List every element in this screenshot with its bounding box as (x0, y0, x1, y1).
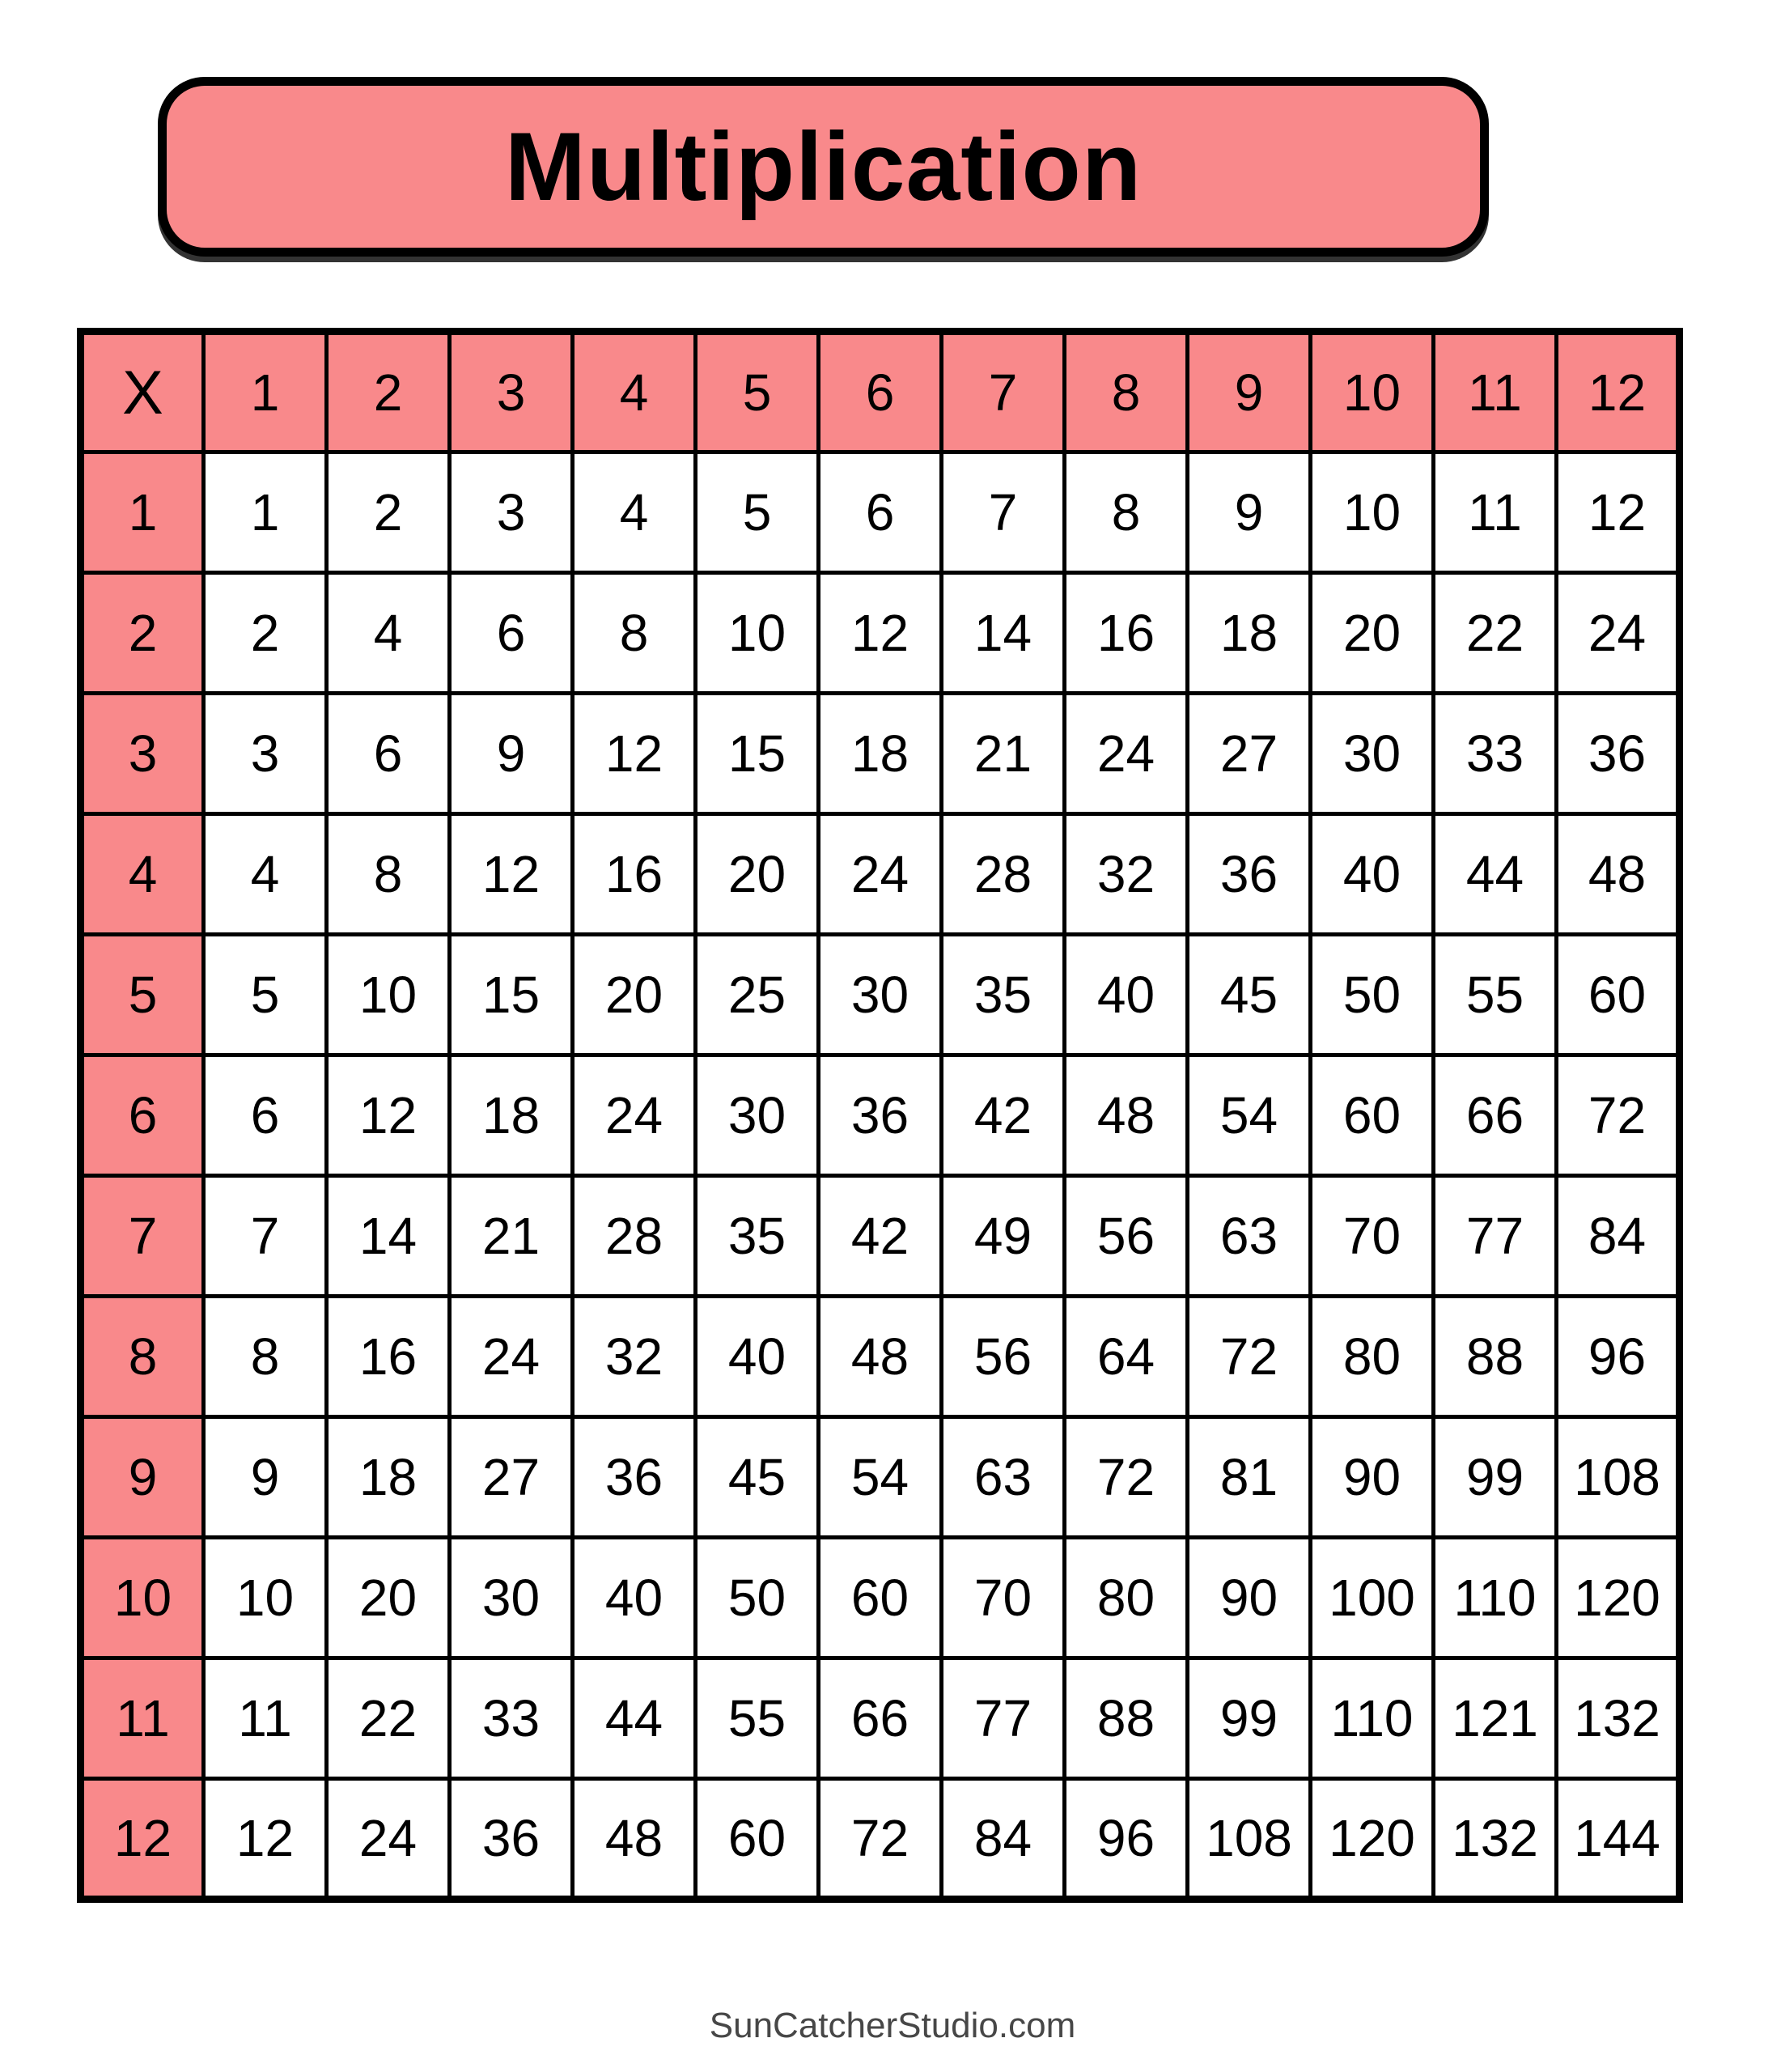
row-header-cell: 3 (81, 694, 204, 814)
product-cell: 99 (1188, 1658, 1311, 1779)
title-banner (158, 77, 1489, 257)
product-cell: 3 (450, 452, 573, 573)
product-cell: 96 (1065, 1779, 1188, 1900)
product-cell: 56 (1065, 1176, 1188, 1297)
product-cell: 18 (1188, 573, 1311, 694)
table-row (81, 1176, 1680, 1297)
table-row (81, 452, 1680, 573)
product-cell: 7 (204, 1176, 327, 1297)
product-cell: 33 (1434, 694, 1557, 814)
product-cell: 24 (819, 814, 942, 935)
page-title: Multiplication (504, 113, 1143, 221)
product-cell: 64 (1065, 1297, 1188, 1417)
product-cell: 30 (1311, 694, 1434, 814)
product-cell: 30 (450, 1538, 573, 1658)
product-cell: 48 (819, 1297, 942, 1417)
table-row (81, 814, 1680, 935)
product-cell: 35 (942, 935, 1065, 1055)
product-cell: 27 (450, 1417, 573, 1538)
product-cell: 54 (1188, 1055, 1311, 1176)
product-cell: 40 (696, 1297, 819, 1417)
product-cell: 9 (450, 694, 573, 814)
product-cell: 12 (204, 1779, 327, 1900)
product-cell: 88 (1065, 1658, 1188, 1779)
product-cell: 48 (1557, 814, 1680, 935)
product-cell: 24 (1065, 694, 1188, 814)
product-cell: 5 (204, 935, 327, 1055)
table-body (81, 452, 1680, 1900)
product-cell: 12 (1557, 452, 1680, 573)
product-cell: 8 (1065, 452, 1188, 573)
multiplication-table (77, 328, 1683, 1903)
row-header-cell: 7 (81, 1176, 204, 1297)
product-cell: 3 (204, 694, 327, 814)
product-cell: 24 (573, 1055, 696, 1176)
product-cell: 18 (327, 1417, 450, 1538)
product-cell: 30 (696, 1055, 819, 1176)
product-cell: 15 (696, 694, 819, 814)
row-header-cell: 9 (81, 1417, 204, 1538)
product-cell: 132 (1557, 1658, 1680, 1779)
header-row (81, 332, 1680, 452)
table-row (81, 935, 1680, 1055)
product-cell: 48 (1065, 1055, 1188, 1176)
product-cell: 11 (1434, 452, 1557, 573)
product-cell: 70 (1311, 1176, 1434, 1297)
product-cell: 110 (1434, 1538, 1557, 1658)
product-cell: 6 (819, 452, 942, 573)
product-cell: 28 (942, 814, 1065, 935)
product-cell: 80 (1065, 1538, 1188, 1658)
product-cell: 25 (696, 935, 819, 1055)
product-cell: 36 (1188, 814, 1311, 935)
product-cell: 30 (819, 935, 942, 1055)
column-header-cell: 4 (573, 332, 696, 452)
product-cell: 4 (204, 814, 327, 935)
product-cell: 36 (573, 1417, 696, 1538)
product-cell: 4 (573, 452, 696, 573)
product-cell: 28 (573, 1176, 696, 1297)
product-cell: 144 (1557, 1779, 1680, 1900)
product-cell: 45 (696, 1417, 819, 1538)
row-header-cell: 10 (81, 1538, 204, 1658)
product-cell: 72 (1188, 1297, 1311, 1417)
product-cell: 27 (1188, 694, 1311, 814)
product-cell: 72 (819, 1779, 942, 1900)
product-cell: 72 (1065, 1417, 1188, 1538)
table-row (81, 1055, 1680, 1176)
product-cell: 40 (1065, 935, 1188, 1055)
table-row (81, 1658, 1680, 1779)
product-cell: 1 (204, 452, 327, 573)
product-cell: 10 (696, 573, 819, 694)
product-cell: 6 (450, 573, 573, 694)
product-cell: 84 (942, 1779, 1065, 1900)
product-cell: 6 (204, 1055, 327, 1176)
product-cell: 24 (1557, 573, 1680, 694)
product-cell: 4 (327, 573, 450, 694)
row-header-cell: 8 (81, 1297, 204, 1417)
row-header-cell: 6 (81, 1055, 204, 1176)
product-cell: 84 (1557, 1176, 1680, 1297)
product-cell: 56 (942, 1297, 1065, 1417)
column-header-cell: 2 (327, 332, 450, 452)
column-header-cell: 7 (942, 332, 1065, 452)
product-cell: 8 (204, 1297, 327, 1417)
product-cell: 6 (327, 694, 450, 814)
product-cell: 36 (450, 1779, 573, 1900)
product-cell: 70 (942, 1538, 1065, 1658)
product-cell: 60 (696, 1779, 819, 1900)
product-cell: 100 (1311, 1538, 1434, 1658)
product-cell: 24 (327, 1779, 450, 1900)
product-cell: 40 (1311, 814, 1434, 935)
footer-credit: SunCatcherStudio.com (709, 2006, 1076, 2045)
row-header-cell: 11 (81, 1658, 204, 1779)
product-cell: 63 (1188, 1176, 1311, 1297)
product-cell: 48 (573, 1779, 696, 1900)
column-header-cell: 8 (1065, 332, 1188, 452)
product-cell: 24 (450, 1297, 573, 1417)
table-row (81, 573, 1680, 694)
table-row (81, 694, 1680, 814)
corner-cell: X (81, 332, 204, 452)
product-cell: 50 (696, 1538, 819, 1658)
product-cell: 9 (1188, 452, 1311, 573)
product-cell: 16 (573, 814, 696, 935)
product-cell: 42 (819, 1176, 942, 1297)
table-row (81, 1538, 1680, 1658)
product-cell: 54 (819, 1417, 942, 1538)
table-row (81, 1779, 1680, 1900)
product-cell: 8 (327, 814, 450, 935)
column-header-cell: 3 (450, 332, 573, 452)
product-cell: 20 (1311, 573, 1434, 694)
product-cell: 9 (204, 1417, 327, 1538)
product-cell: 50 (1311, 935, 1434, 1055)
product-cell: 14 (942, 573, 1065, 694)
product-cell: 14 (327, 1176, 450, 1297)
row-header-cell: 5 (81, 935, 204, 1055)
product-cell: 45 (1188, 935, 1311, 1055)
product-cell: 35 (696, 1176, 819, 1297)
row-header-cell: 1 (81, 452, 204, 573)
product-cell: 90 (1311, 1417, 1434, 1538)
row-header-cell: 4 (81, 814, 204, 935)
product-cell: 55 (1434, 935, 1557, 1055)
product-cell: 21 (450, 1176, 573, 1297)
product-cell: 108 (1557, 1417, 1680, 1538)
product-cell: 49 (942, 1176, 1065, 1297)
table-header (81, 332, 1680, 452)
product-cell: 36 (819, 1055, 942, 1176)
product-cell: 20 (573, 935, 696, 1055)
product-cell: 10 (1311, 452, 1434, 573)
product-cell: 32 (1065, 814, 1188, 935)
product-cell: 72 (1557, 1055, 1680, 1176)
product-cell: 16 (1065, 573, 1188, 694)
column-header-cell: 1 (204, 332, 327, 452)
product-cell: 60 (819, 1538, 942, 1658)
product-cell: 99 (1434, 1417, 1557, 1538)
product-cell: 44 (573, 1658, 696, 1779)
product-cell: 44 (1434, 814, 1557, 935)
product-cell: 8 (573, 573, 696, 694)
product-cell: 66 (819, 1658, 942, 1779)
product-cell: 121 (1434, 1658, 1557, 1779)
column-header-cell: 10 (1311, 332, 1434, 452)
row-header-cell: 2 (81, 573, 204, 694)
product-cell: 33 (450, 1658, 573, 1779)
column-header-cell: 6 (819, 332, 942, 452)
product-cell: 12 (819, 573, 942, 694)
product-cell: 81 (1188, 1417, 1311, 1538)
product-cell: 12 (450, 814, 573, 935)
product-cell: 21 (942, 694, 1065, 814)
product-cell: 2 (327, 452, 450, 573)
product-cell: 63 (942, 1417, 1065, 1538)
product-cell: 12 (327, 1055, 450, 1176)
product-cell: 2 (204, 573, 327, 694)
column-header-cell: 11 (1434, 332, 1557, 452)
column-header-cell: 5 (696, 332, 819, 452)
product-cell: 20 (696, 814, 819, 935)
product-cell: 5 (696, 452, 819, 573)
product-cell: 42 (942, 1055, 1065, 1176)
product-cell: 120 (1311, 1779, 1434, 1900)
product-cell: 110 (1311, 1658, 1434, 1779)
product-cell: 96 (1557, 1297, 1680, 1417)
table-row (81, 1417, 1680, 1538)
column-header-cell: 12 (1557, 332, 1680, 452)
product-cell: 77 (942, 1658, 1065, 1779)
row-header-cell: 12 (81, 1779, 204, 1900)
product-cell: 60 (1557, 935, 1680, 1055)
product-cell: 60 (1311, 1055, 1434, 1176)
product-cell: 10 (204, 1538, 327, 1658)
product-cell: 108 (1188, 1779, 1311, 1900)
product-cell: 10 (327, 935, 450, 1055)
product-cell: 20 (327, 1538, 450, 1658)
product-cell: 22 (1434, 573, 1557, 694)
product-cell: 36 (1557, 694, 1680, 814)
product-cell: 18 (450, 1055, 573, 1176)
product-cell: 90 (1188, 1538, 1311, 1658)
product-cell: 40 (573, 1538, 696, 1658)
product-cell: 66 (1434, 1055, 1557, 1176)
product-cell: 16 (327, 1297, 450, 1417)
product-cell: 7 (942, 452, 1065, 573)
product-cell: 12 (573, 694, 696, 814)
product-cell: 11 (204, 1658, 327, 1779)
product-cell: 120 (1557, 1538, 1680, 1658)
product-cell: 22 (327, 1658, 450, 1779)
product-cell: 80 (1311, 1297, 1434, 1417)
product-cell: 32 (573, 1297, 696, 1417)
product-cell: 132 (1434, 1779, 1557, 1900)
product-cell: 18 (819, 694, 942, 814)
product-cell: 55 (696, 1658, 819, 1779)
table-row (81, 1297, 1680, 1417)
column-header-cell: 9 (1188, 332, 1311, 452)
product-cell: 88 (1434, 1297, 1557, 1417)
product-cell: 15 (450, 935, 573, 1055)
product-cell: 77 (1434, 1176, 1557, 1297)
